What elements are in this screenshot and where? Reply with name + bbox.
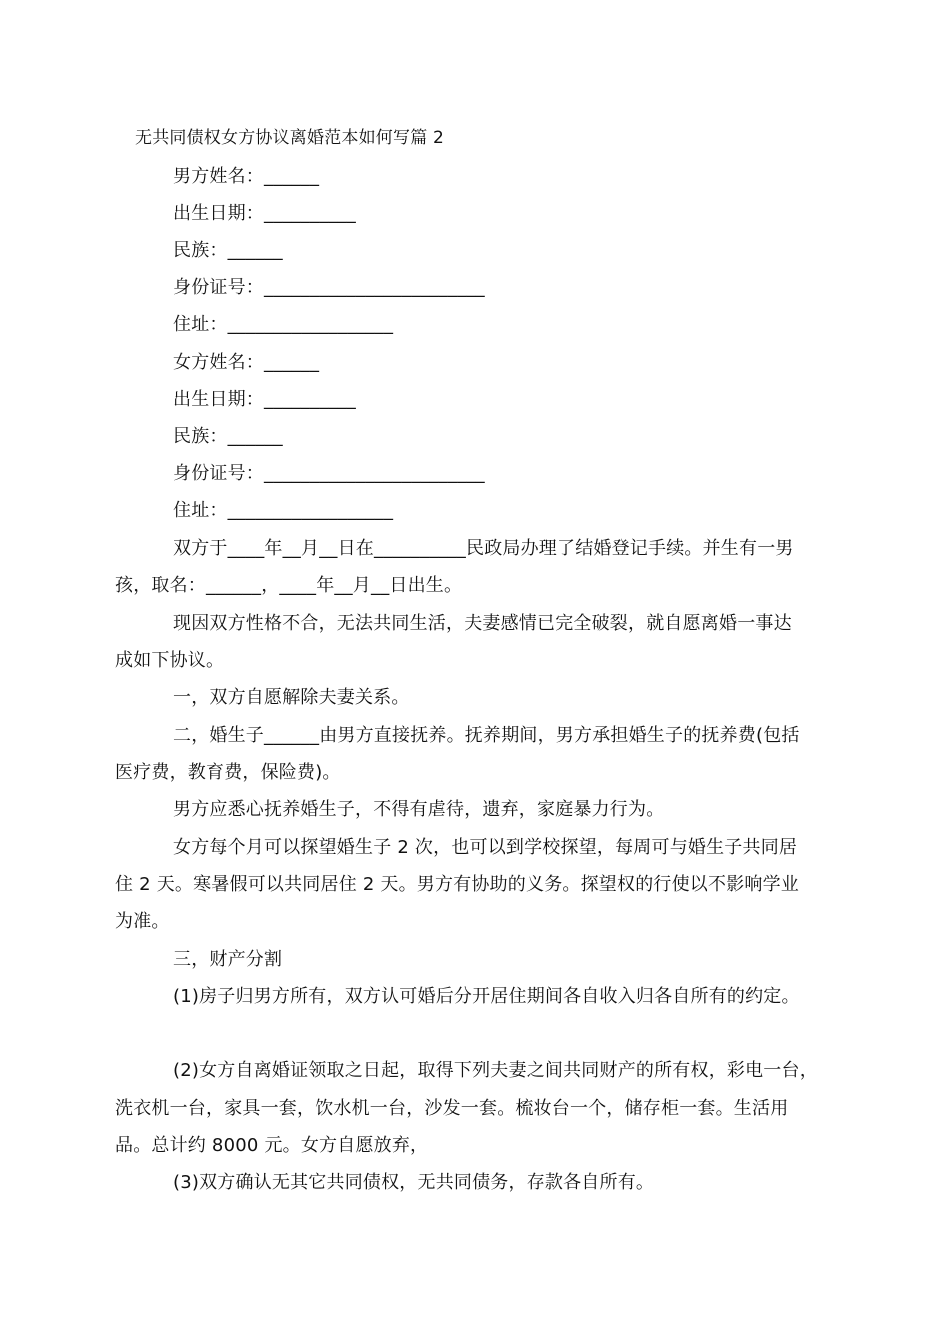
visitation-paragraph-line: 住 2 天。寒暑假可以共同居住 2 天。男方有协助的义务。探望权的行使以不影响学业 bbox=[115, 874, 799, 895]
property-item-two-line: 洗衣机一台，家具一套，饮水机一台，沙发一套。梳妆台一个，储存柜一套。生活用 bbox=[115, 1098, 789, 1119]
property-item-three: (3)双方确认无其它共同债权，无共同债务，存款各自所有。 bbox=[173, 1172, 655, 1193]
document-title: 无共同债权女方协议离婚范本如何写篇 2 bbox=[135, 128, 445, 148]
wife-birthdate-field: 出生日期：__________ bbox=[173, 389, 356, 410]
visitation-paragraph-line: 为准。 bbox=[115, 911, 170, 932]
wife-ethnicity-field: 民族：______ bbox=[173, 426, 283, 447]
property-item-two-line: (2)女方自离婚证领取之日起，取得下列夫妻之间共同财产的所有权，彩电一台， bbox=[173, 1060, 818, 1081]
marriage-paragraph-line: 双方于____年__月__日在__________民政局办理了结婚登记手续。并生有一男 bbox=[173, 538, 794, 559]
visitation-paragraph-line: 女方每个月可以探望婚生子 2 次，也可以到学校探望，每周可与婚生子共同居 bbox=[173, 837, 798, 858]
husband-address-field: 住址：__________________ bbox=[173, 314, 394, 335]
clause-three: 三，财产分割 bbox=[173, 949, 283, 970]
husband-ethnicity-field: 民族：______ bbox=[173, 240, 283, 261]
wife-name-field: 女方姓名：______ bbox=[173, 352, 320, 373]
property-item-one: (1)房子归男方所有，双方认可婚后分开居住期间各自收入归各自所有的约定。 bbox=[173, 986, 800, 1007]
clause-two-line: 二，婚生子______由男方直接抚养。抚养期间，男方承担婚生子的抚养费(包括 bbox=[173, 725, 800, 746]
husband-birthdate-field: 出生日期：__________ bbox=[173, 203, 356, 224]
clause-one: 一，双方自愿解除夫妻关系。 bbox=[173, 687, 410, 708]
property-item-two-line: 品。总计约 8000 元。女方自愿放弃， bbox=[115, 1135, 429, 1156]
wife-id-number-field: 身份证号：________________________ bbox=[173, 463, 485, 484]
reason-paragraph-line: 现因双方性格不合，无法共同生活，夫妻感情已完全破裂，就自愿离婚一事达 bbox=[173, 613, 792, 634]
care-paragraph: 男方应悉心抚养婚生子，不得有虐待，遗弃，家庭暴力行为。 bbox=[173, 799, 665, 820]
clause-two-line: 医疗费，教育费，保险费)。 bbox=[115, 762, 341, 783]
husband-id-number-field: 身份证号：________________________ bbox=[173, 277, 485, 298]
marriage-paragraph-line: 孩，取名：______，____年__月__日出生。 bbox=[115, 575, 463, 596]
reason-paragraph-line: 成如下协议。 bbox=[115, 650, 225, 671]
wife-address-field: 住址：__________________ bbox=[173, 500, 394, 521]
husband-name-field: 男方姓名：______ bbox=[173, 166, 320, 187]
